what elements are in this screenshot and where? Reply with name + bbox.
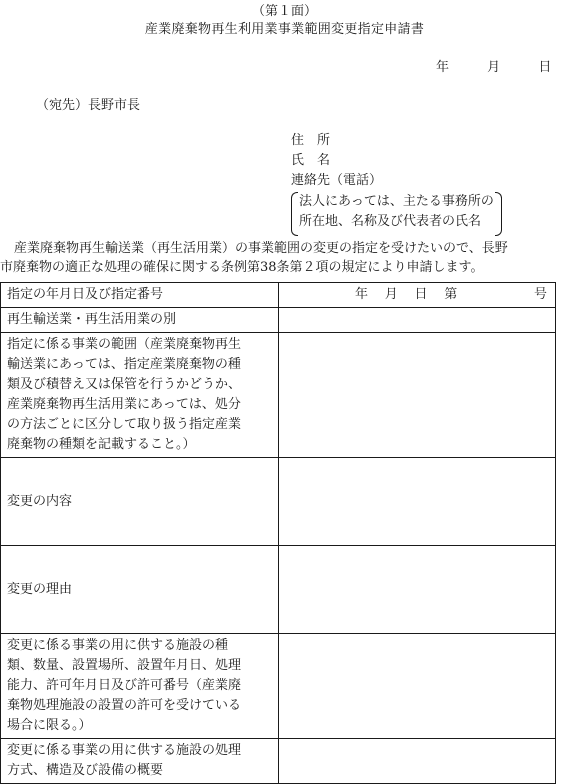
label-line: 場合に限る。） [7,718,92,733]
statement-line: 市廃棄物の適正な処理の確保に関する条例第38条第２項の規定により申請します。 [0,260,484,275]
business-scope-field[interactable] [279,333,556,458]
day-label: 日 [414,287,428,302]
change-reason-label: 変更の理由 [1,546,279,634]
designation-date-number-label: 指定の年月日及び指定番号 [1,283,279,308]
month-label: 月 [384,287,398,302]
label-line: 方式、構造及び設備の概要 [7,763,164,778]
addressee: （宛先）長野市長 [36,98,141,113]
application-statement [0,239,569,277]
business-type-field[interactable] [279,308,556,333]
label-line: 棄物処理施設の設置の許可を受けている [7,698,242,713]
change-content-field[interactable] [279,458,556,546]
label-line: 産業廃棄物再生活用業にあっては、処分 [7,397,241,412]
label-line: の方法ごとに区分して取り扱う指定産業 [7,417,242,432]
applicant-address-label: 住 所 [291,133,331,148]
right-bracket [495,192,502,236]
label-line: 類及び積替え又は保管を行うかどうか、 [7,377,242,392]
date-year-label: 年 [436,60,450,75]
corporate-note-line: 法人にあっては、主たる事務所の [299,194,494,209]
statement-line: 産業廃棄物再生輸送業（再生活用業）の事業範囲の変更の指定を受けたいので、長野 [14,241,508,256]
corporate-note [291,192,502,232]
table-row [1,283,556,308]
label-line: 変更に係る事業の用に供する施設の処理 [7,743,242,758]
change-content-label: 変更の内容 [1,458,279,546]
table-row [1,546,556,634]
business-scope-label [1,333,279,458]
corporate-note-line: 所在地、名称及び代表者の氏名 [299,214,482,229]
year-label: 年 [355,287,369,302]
label-line: 廃棄物の種類を記載すること。） [7,437,196,452]
applicant-name-label: 氏 名 [291,153,331,168]
applicant-block [291,131,502,232]
label-line: 輸送業にあっては、指定産業廃棄物の種 [7,357,241,372]
facility-details-label [1,634,279,739]
label-line: 指定に係る事業の範囲（産業廃棄物再生 [7,337,242,352]
label-line: 変更に係る事業の用に供する施設の種 [7,638,229,653]
business-type-label: 再生輸送業・再生活用業の別 [1,308,279,333]
facility-processing-label [1,739,279,784]
form-title: 産業廃棄物再生利用業事業範囲変更指定申請書 [144,22,425,37]
table-row [1,634,556,739]
application-form-table [0,282,556,784]
number-suffix-label: 号 [533,287,547,302]
left-bracket [291,192,298,236]
date-month-label: 月 [487,60,501,75]
page-number: （第１面） [251,4,317,19]
table-row [1,739,556,784]
facility-processing-field[interactable] [279,739,556,784]
table-row [1,308,556,333]
facility-details-field[interactable] [279,634,556,739]
application-date-line [436,56,551,75]
change-reason-field[interactable] [279,546,556,634]
label-line: 能力、許可年月日及び許可番号（産業廃 [7,678,242,693]
label-line: 類、数量、設置場所、設置年月日、処理 [7,658,242,673]
table-row [1,333,556,458]
designation-date-number-field[interactable] [279,283,556,308]
applicant-contact-label: 連絡先（電話） [291,173,383,188]
table-row [1,458,556,546]
number-prefix-label: 第 [444,287,458,302]
date-day-label: 日 [538,60,552,75]
